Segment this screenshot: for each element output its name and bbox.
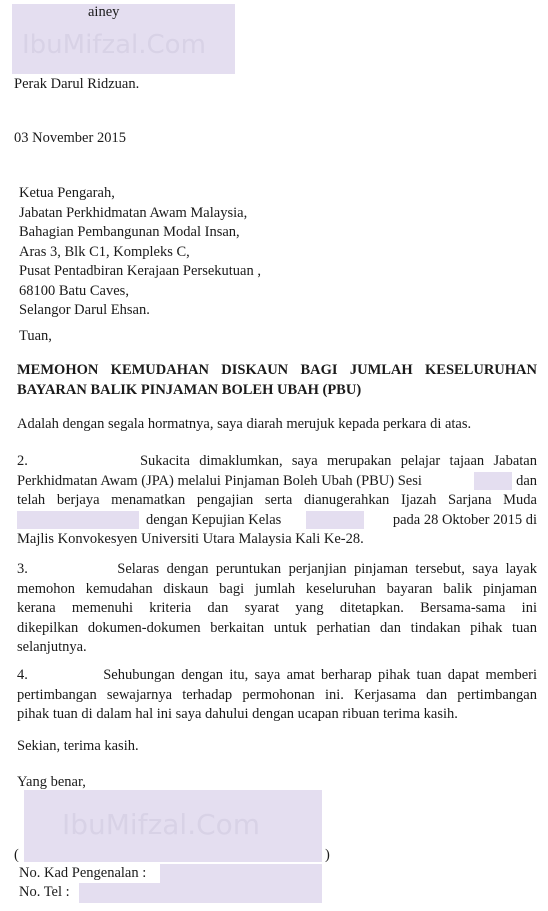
letter-date: 03 November 2015 xyxy=(14,130,126,146)
recipient-line: Jabatan Perkhidmatan Awam Malaysia, xyxy=(19,204,248,221)
signature-close-paren: ) xyxy=(325,847,330,863)
para3-line: memohon kemudahan diskaun bagi jumlah keseluruhan bayaran balik pinjaman xyxy=(17,580,537,597)
redacted-ic-number xyxy=(160,864,322,883)
para3-line: dikepilkan dokumen-dokumen berkaitan untuk perhatian dan tindakan pihak tuan xyxy=(17,619,537,636)
watermark-top: IbuMifzal.Com xyxy=(22,30,206,60)
redacted-class xyxy=(306,511,364,529)
recipient-address xyxy=(19,184,261,321)
closing: Sekian, terima kasih. xyxy=(17,738,139,754)
para4-line: pihak tuan di dalam hal ini saya dahului dengan ucapan ribuan terima kasih. xyxy=(17,706,458,722)
subject-heading xyxy=(17,361,537,400)
recipient-line: Pusat Pentadbiran Kerajaan Persekutuan , xyxy=(19,263,261,279)
signoff: Yang benar, xyxy=(17,774,86,790)
ic-label: No. Kad Pengenalan : xyxy=(19,865,147,881)
para4-line: 4. Sehubungan dengan itu, saya amat berharap pihak tuan dapat memberi xyxy=(17,667,537,683)
subject-line: BAYARAN BALIK PINJAMAN BOLEH UBAH (PBU) xyxy=(17,381,362,398)
para4-line: pertimbangan sewajarnya terhadap permohonan ini. Kerjasama dan pertimbangan xyxy=(17,686,537,703)
recipient-line: Bahagian Pembangunan Modal Insan, xyxy=(19,224,240,240)
redacted-session xyxy=(474,472,512,490)
subject-line: MEMOHON KEMUDAHAN DISKAUN BAGI JUMLAH KESELURUHAN xyxy=(17,362,537,378)
recipient-line: 68100 Batu Caves, xyxy=(19,282,129,299)
para2-line: telah berjaya menamatkan pengajian serta dianugerahkan Ijazah Sarjana Muda xyxy=(17,492,537,508)
salutation: Tuan, xyxy=(19,328,52,344)
tel-label: No. Tel : xyxy=(19,884,70,900)
paragraph-2 xyxy=(17,452,537,550)
para2-line2-end: dan xyxy=(516,472,537,489)
intro-paragraph: Adalah dengan segala hormatnya, saya diarah merujuk kepada perkara di atas. xyxy=(17,416,472,432)
signature-open-paren: ( xyxy=(14,847,19,863)
para2-line xyxy=(17,472,537,492)
paragraph-3 xyxy=(17,560,537,658)
sender-name-fragment: ainey xyxy=(88,4,120,20)
sender-state: Perak Darul Ridzuan. xyxy=(14,76,140,92)
recipient-line: Ketua Pengarah, xyxy=(19,185,115,201)
recipient-line: Aras 3, Blk C1, Kompleks C, xyxy=(19,243,190,260)
para2-line4-end: pada 28 Oktober 2015 di xyxy=(392,511,537,528)
redacted-phone xyxy=(79,883,322,903)
para2-line2-text: Perkhidmatan Awam (JPA) melalui Pinjaman Boleh Ubah (PBU) Sesi xyxy=(17,472,422,489)
para3-line: kerana memenuhi kriteria dan syarat yang ditetapkan. Bersama-sama ini xyxy=(17,600,537,616)
redacted-degree xyxy=(17,511,139,529)
para2-line: Majlis Konvokesyen Universiti Utara Malaysia Kali Ke-28. xyxy=(17,531,364,547)
watermark-bottom: IbuMifzal.Com xyxy=(62,808,261,841)
recipient-line: Selangor Darul Ehsan. xyxy=(19,302,150,318)
para2-line: 2. Sukacita dimaklumkan, saya merupakan pelajar tajaan Jabatan xyxy=(17,453,537,469)
para3-line: selanjutnya. xyxy=(17,639,87,655)
paragraph-4 xyxy=(17,666,537,725)
para2-line4-text: dengan Kepujian Kelas xyxy=(146,511,282,528)
para3-line: 3. Selaras dengan peruntukan perjanjian pinjaman tersebut, saya layak xyxy=(17,561,537,577)
